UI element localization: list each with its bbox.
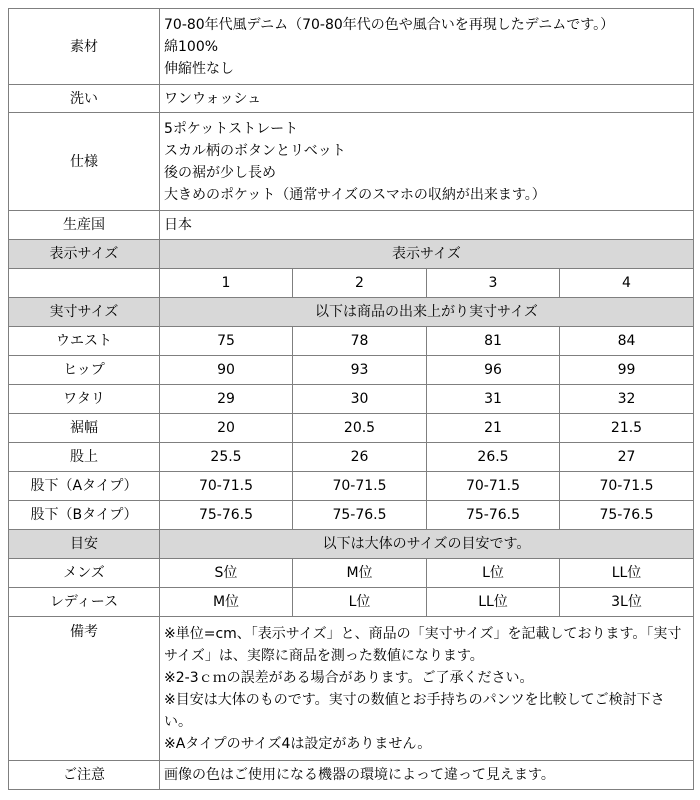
measure-row [9,327,694,356]
row-material [9,9,694,85]
product-spec-table [8,8,694,790]
row-guide-header [9,530,694,559]
spec-line: 大きめのポケット（通常サイズのスマホの収納が出来ます。） [164,186,546,203]
label-wash: 洗い [9,85,160,113]
guide-value: 3L位 [560,588,694,617]
guide-value: S位 [160,559,293,588]
measure-value: 96 [427,356,560,385]
measure-value: 20.5 [293,414,427,443]
guide-label: メンズ [9,559,160,588]
guide-label: レディース [9,588,160,617]
note-line: ※目安は大体のものです。実寸の数値とお手持ちのパンツを比較してご検討下さい。 [164,691,665,730]
measure-value: 26 [293,443,427,472]
measure-value: 70-71.5 [427,472,560,501]
measure-value: 26.5 [427,443,560,472]
measure-value: 84 [560,327,694,356]
guide-row [9,559,694,588]
label-country: 生産国 [9,211,160,240]
measure-value: 81 [427,327,560,356]
row-wash [9,85,694,113]
measure-value: 27 [560,443,694,472]
measure-value: 20 [160,414,293,443]
measure-row [9,472,694,501]
row-actual-size-header [9,298,694,327]
measure-label: ヒップ [9,356,160,385]
note-line: ※2-3ｃｍの誤差がある場合があります。ご了承ください。 [164,669,534,686]
measure-label: ウエスト [9,327,160,356]
row-display-size-header [9,240,694,269]
measure-label: 裾幅 [9,414,160,443]
measure-value: 99 [560,356,694,385]
measure-row [9,414,694,443]
label-notes: 備考 [9,617,160,761]
spec-line: 5ポケットストレート [164,120,299,137]
measure-row [9,385,694,414]
measure-value: 31 [427,385,560,414]
material-line: 綿100% [164,38,219,55]
measure-row [9,356,694,385]
label-guide: 目安 [9,530,160,559]
measure-value: 90 [160,356,293,385]
measure-value: 30 [293,385,427,414]
size-cell: 1 [160,269,293,298]
measure-value: 75-76.5 [427,501,560,530]
row-spec [9,113,694,211]
size-cell: 3 [427,269,560,298]
empty-cell [9,269,160,298]
country-line: 日本 [164,217,192,233]
guide-value: LL位 [560,559,694,588]
value-notes [160,617,694,761]
measure-value: 32 [560,385,694,414]
display-size-header: 表示サイズ [160,240,694,269]
guide-value: M位 [293,559,427,588]
label-material: 素材 [9,9,160,85]
spec-line: スカル柄のボタンとリベット [164,142,346,159]
guide-value: L位 [427,559,560,588]
measure-label: ワタリ [9,385,160,414]
size-cell: 4 [560,269,694,298]
spec-line: 後の裾が少し長め [164,164,276,181]
measure-value: 70-71.5 [160,472,293,501]
row-notes [9,617,694,761]
measure-value: 75-76.5 [293,501,427,530]
wash-line: ワンウォッシュ [164,90,262,107]
measure-value: 29 [160,385,293,414]
measure-label: 股上 [9,443,160,472]
row-display-sizes [9,269,694,298]
note-line: ※単位=cm、「表示サイズ」と、商品の「実寸サイズ」を記載しております。「実寸サイズ」は、実際に商品を測った数値になります。 [164,625,682,664]
row-caution [9,761,694,790]
measure-value: 70-71.5 [560,472,694,501]
measure-value: 25.5 [160,443,293,472]
measure-value: 75-76.5 [160,501,293,530]
measure-row [9,443,694,472]
measure-value: 93 [293,356,427,385]
measure-row [9,501,694,530]
measure-value: 70-71.5 [293,472,427,501]
measure-value: 75 [160,327,293,356]
guide-value: LL位 [427,588,560,617]
value-wash [160,85,694,113]
label-display-size: 表示サイズ [9,240,160,269]
material-line: 70-80年代風デニム（70-80年代の色や風合いを再現したデニムです。） [164,16,615,33]
guide-header: 以下は大体のサイズの目安です。 [160,530,694,559]
measure-label: 股下（Aタイプ） [9,472,160,501]
guide-value: M位 [160,588,293,617]
material-line: 伸縮性なし [164,60,234,77]
label-caution: ご注意 [9,761,160,790]
guide-value: L位 [293,588,427,617]
actual-size-header: 以下は商品の出来上がり実寸サイズ [160,298,694,327]
label-actual-size: 実寸サイズ [9,298,160,327]
value-country [160,211,694,240]
measure-value: 21 [427,414,560,443]
note-line: ※Aタイプのサイズ4は設定がありません。 [164,735,432,752]
value-material [160,9,694,85]
measure-label: 股下（Bタイプ） [9,501,160,530]
label-spec: 仕様 [9,113,160,211]
value-caution: 画像の色はご使用になる機器の環境によって違って見えます。 [160,761,694,790]
row-country [9,211,694,240]
guide-row [9,588,694,617]
measure-value: 75-76.5 [560,501,694,530]
measure-value: 78 [293,327,427,356]
measure-value: 21.5 [560,414,694,443]
size-cell: 2 [293,269,427,298]
value-spec [160,113,694,211]
